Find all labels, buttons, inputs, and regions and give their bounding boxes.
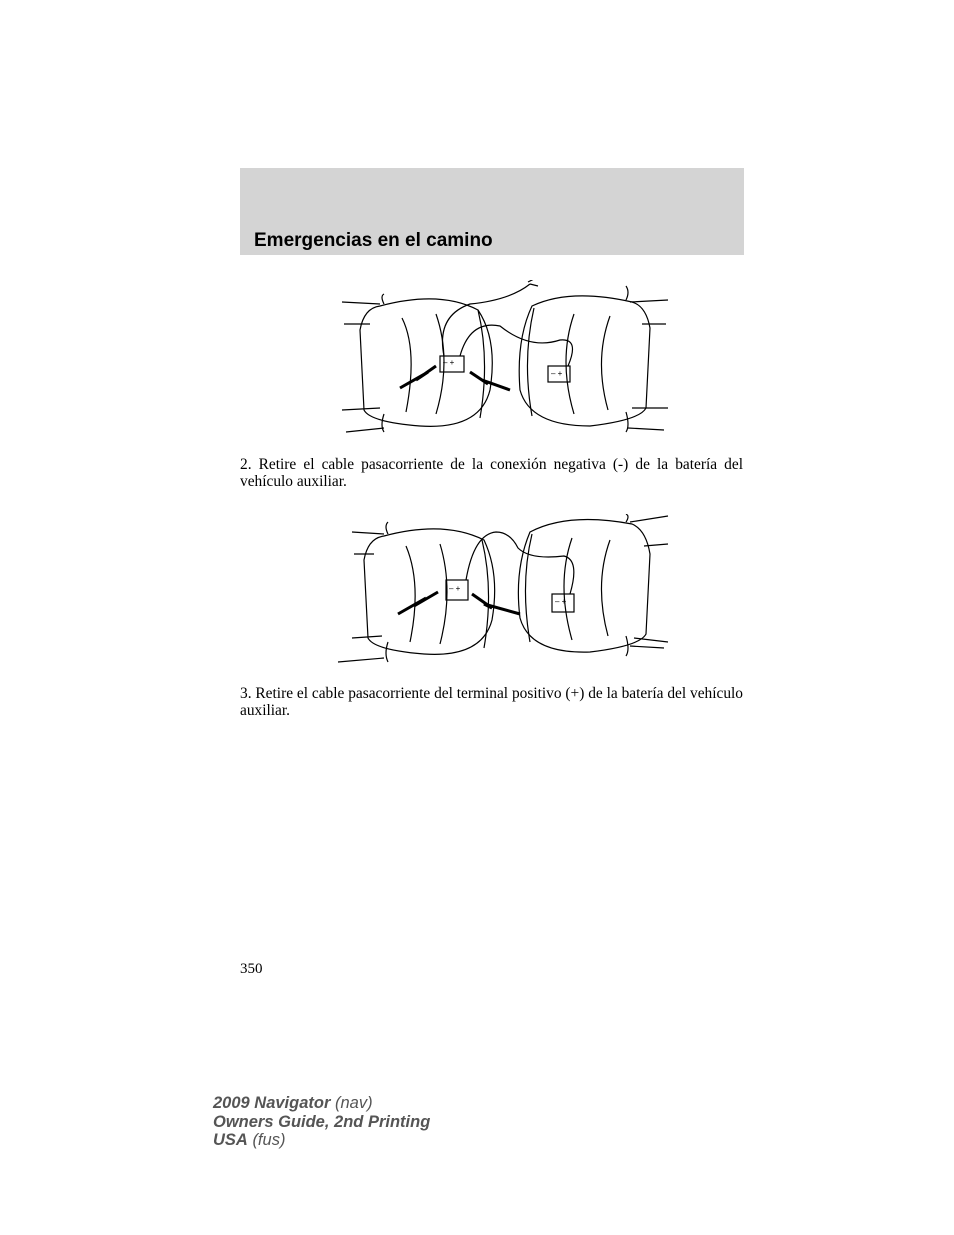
- footer-line-2: Owners Guide, 2nd Printing: [213, 1112, 431, 1131]
- section-title: Emergencias en el camino: [254, 230, 493, 251]
- footer-model-code: (nav): [335, 1094, 373, 1112]
- step-2-text: 2. Retire el cable pasacorriente de la conexión negativa (-) de la batería del vehículo auxiliar.: [240, 456, 743, 490]
- section-header-band: [240, 168, 744, 255]
- svg-text:– +: – +: [443, 358, 455, 367]
- footer-line-1: [213, 1094, 430, 1113]
- svg-text:– +: – +: [449, 584, 461, 593]
- page-number: 350: [240, 961, 263, 977]
- jump-start-cables-diagram-icon: [340, 280, 670, 438]
- svg-text:– +: – +: [555, 597, 567, 606]
- step-3-text: 3. Retire el cable pasacorriente del terminal positivo (+) de la batería del vehículo auxiliar.: [240, 685, 743, 719]
- footer-line-3: [213, 1131, 430, 1150]
- svg-text:– +: – +: [551, 369, 563, 378]
- jump-start-diagram-2: [334, 514, 672, 664]
- jump-start-diagram-1: [340, 280, 670, 438]
- jump-start-cables-diagram-icon: [334, 514, 672, 664]
- footer-market: USA: [213, 1131, 248, 1149]
- document-footer: [213, 1094, 430, 1150]
- footer-model: 2009 Navigator: [213, 1094, 331, 1112]
- footer-market-code: (fus): [252, 1131, 286, 1149]
